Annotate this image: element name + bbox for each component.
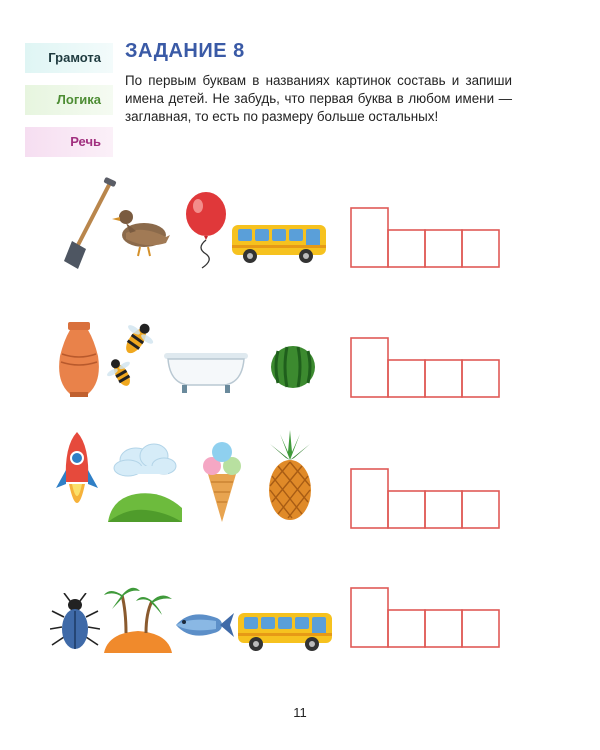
letter-grid-2[interactable] — [350, 337, 502, 399]
balloon-icon — [182, 190, 230, 270]
cloud-grass-icon — [106, 442, 186, 526]
fish-icon — [172, 607, 236, 643]
watermelon-icon — [268, 343, 318, 391]
page-number: 11 — [293, 705, 307, 720]
beetle-icon — [50, 593, 100, 653]
bus-icon — [230, 221, 330, 265]
exercise-row-1 — [40, 175, 560, 285]
bathtub-icon — [162, 347, 250, 397]
exercise-row-3 — [40, 428, 560, 538]
island-icon — [102, 579, 174, 655]
exercise-row-2 — [40, 315, 560, 425]
shovel-icon — [58, 177, 118, 272]
letter-grid-3[interactable] — [350, 468, 502, 530]
letter-grid-1[interactable] — [350, 207, 502, 269]
tab-logika: Логика — [25, 85, 113, 115]
task-text: По первым буквам в названиях картинок составь и запиши имена детей. Не забудь, что первая буква в любом имени — заглавная, то есть по размеру больше остальных! — [125, 73, 512, 124]
rocket-icon — [54, 430, 100, 520]
vase-icon — [54, 320, 104, 398]
wasps-icon — [104, 317, 156, 395]
ice-cream-icon — [200, 438, 244, 524]
letter-grid-4[interactable] — [350, 587, 502, 649]
task-title: ЗАДАНИЕ 8 — [125, 40, 245, 62]
tab-rech: Речь — [25, 127, 113, 157]
exercise-row-4 — [40, 575, 560, 685]
tab-gramota: Грамота — [25, 43, 113, 73]
duck-icon — [112, 203, 174, 258]
pineapple-icon — [262, 430, 318, 522]
bus-icon — [236, 609, 336, 653]
